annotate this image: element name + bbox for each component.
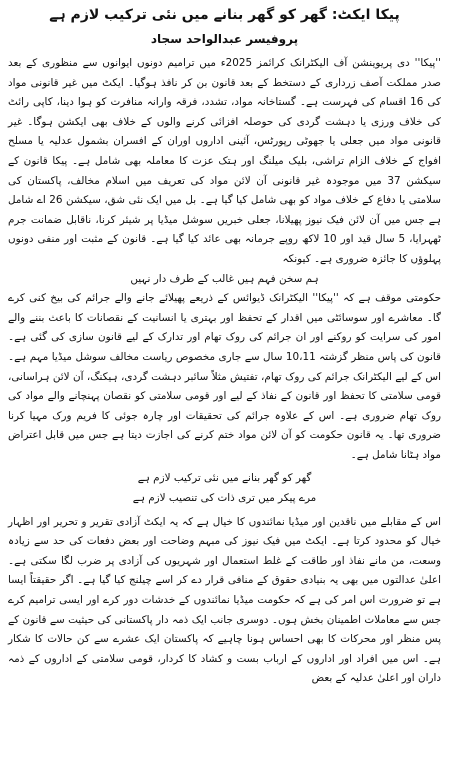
article-author: پروفیسر عبدالواحد سجاد [150, 32, 299, 46]
article-paragraph: ''پیکا'' دی پریوینشن آف الیکٹرانک کرائمز 2025ء میں ترامیم دونوں ایوانوں سے منظوری کے بعد صدر مملکت آصف زرداری کے دستخط کے بعد قانون بن کر نافذ ہوگیا۔ ایکٹ میں غیر قانونی مواد کی 16 اقسام کی فہرست ہے۔ گستاخانہ مواد، تشدد، فرقہ وارانہ منافرت کو ہوا دینا، کاپی رائٹ کی خلاف ورزی یا دہشت گردی کی حوصلہ افزائی کرنے والوں کے خلاف بھی ایکشن ہوگا۔ غیر قانونی مواد میں جعلی یا جھوٹی رپورٹس، آئینی اداروں اوران کے افسران بشمول عدلیہ یا مسلح افواج کے خلاف الزام تراشی، بلیک میلنگ اور ہتک عزت کا معاملہ بھی شامل ہے۔ پیکا قانون کے سیکشن 37 میں موجودہ غیر قانونی آن لائن مواد کی تعریف میں اسلام مخالف، پاکستان کی سلامتی یا دفاع کے خلاف مواد کو بھی شامل کیا گیا ہے۔ بل میں ایک نئی شق، سیکشن 26 اے شامل ہے جس میں آن لائن فیک نیوز پھیلانا، جعلی خبریں سوشل میڈیا پر شیئر کرنا، ناقابل ضمانت جرم ٹھہرایا، 5 سال قید اور 10 لاکھ روپے جرمانہ بھی عائد کیا گیا ہے۔ قانون کے مثبت اور منفی دونوں پہلوؤں کا جائزہ ضروری ہے۔ کیونکہ [8, 57, 442, 265]
verse-line: گھر کو گھر بنانے میں نئی ترکیب لازم ہے [137, 472, 312, 485]
verse-line: مرے پیکر میں تری ذات کی تنصیب لازم ہے [132, 492, 317, 505]
article-paragraph: اس کے مقابلے میں ناقدین اور میڈیا نمائندوں کا خیال ہے کہ یہ ایکٹ آزادی تقریر و تحریر اور اظہار خیال کو محدود کرتا ہے۔ ایکٹ میں فیک نیوز کی مبہم وضاحت اور بعض دفعات کی حد سے زیادہ وسعت، من مانے نفاذ اور طاقت کے غلط استعمال اور شہریوں کی آزادی پر ضرب لگا سکتی ہے۔ اعلیٰ عدالتوں میں بھی یہ بنیادی حقوق کے منافی قرار دے کر اسے چیلنج کیا گیا ہے۔ اگر حقیقتاً ایسا ہے تو ضرورت اس امر کی ہے کہ حکومت میڈیا نمائندوں کے خدشات دور کرے اور ایسی ترامیم کرے جس سے معاملات اطمینان بخش ہوں۔ دوسری جانب ایک ذمہ دار پاکستانی کی حیثیت سے قانون کے پس منظر اور محرکات کا بھی احساس ہونا چاہیے کہ پاکستان ایک عشرے سے کن حالات کا شکار ہے۔ اس میں افراد اور اداروں کے ارباب بست و کشاد کا کردار، قومی سلامتی کے اداروں کے ذمہ داران اور اعلیٰ عدلیہ کے بعض [8, 515, 441, 685]
ghalib-quote-line: ہم سخن فہم ہیں غالب کے طرف دار نہیں [130, 272, 319, 285]
article-paragraph: حکومتی موقف ہے کہ ''پیکا'' الیکٹرانک ڈیوائس کے ذریعے پھیلائے جانے والے جرائم کی بیخ کنی کرے گا۔ معاشرے اور سوسائٹی میں اقدار کے تحفظ اور بہتری یا انسانیت کے نقصانات کا باعث بننے والے امور کی سرایت کو روکنے اور ان جرائم کی روک تھام اور تدارک کے لیے قانون سازی کی گئی ہے۔ قانون کی پاس منظر گزشتہ 10،11 سال سے جاری مخصوص ریاست مخالف سوشل میڈیا مہم ہے۔ اس کے لیے الیکٹرانک جرائم کی روک تھام، تفتیش مثلاً سائبر دہشت گردی، ہیکنگ، آن لائن ہراسانی، قومی سلامتی کا تحفظ اور قانون کے نفاذ کے لیے اور قومی سلامتی کو نقصان پہنچانے والے مواد کی روک تھام ضروری ہے۔ اس کے علاوہ جرائم کی تحقیقات اور چارہ جوئی کا فریم ورک مہیا کرنا ضروری تھا۔ یہ قانون حکومت کو آن لائن مواد ختم کرنے کی اجازت دیتا ہے جس میں قابل اعتراض مواد ہٹانا شامل ہے۔ [8, 292, 441, 461]
article-title: پیکا ایکٹ: گھر کو گھر بنانے میں نئی ترکیب لازم ہے [49, 7, 400, 23]
